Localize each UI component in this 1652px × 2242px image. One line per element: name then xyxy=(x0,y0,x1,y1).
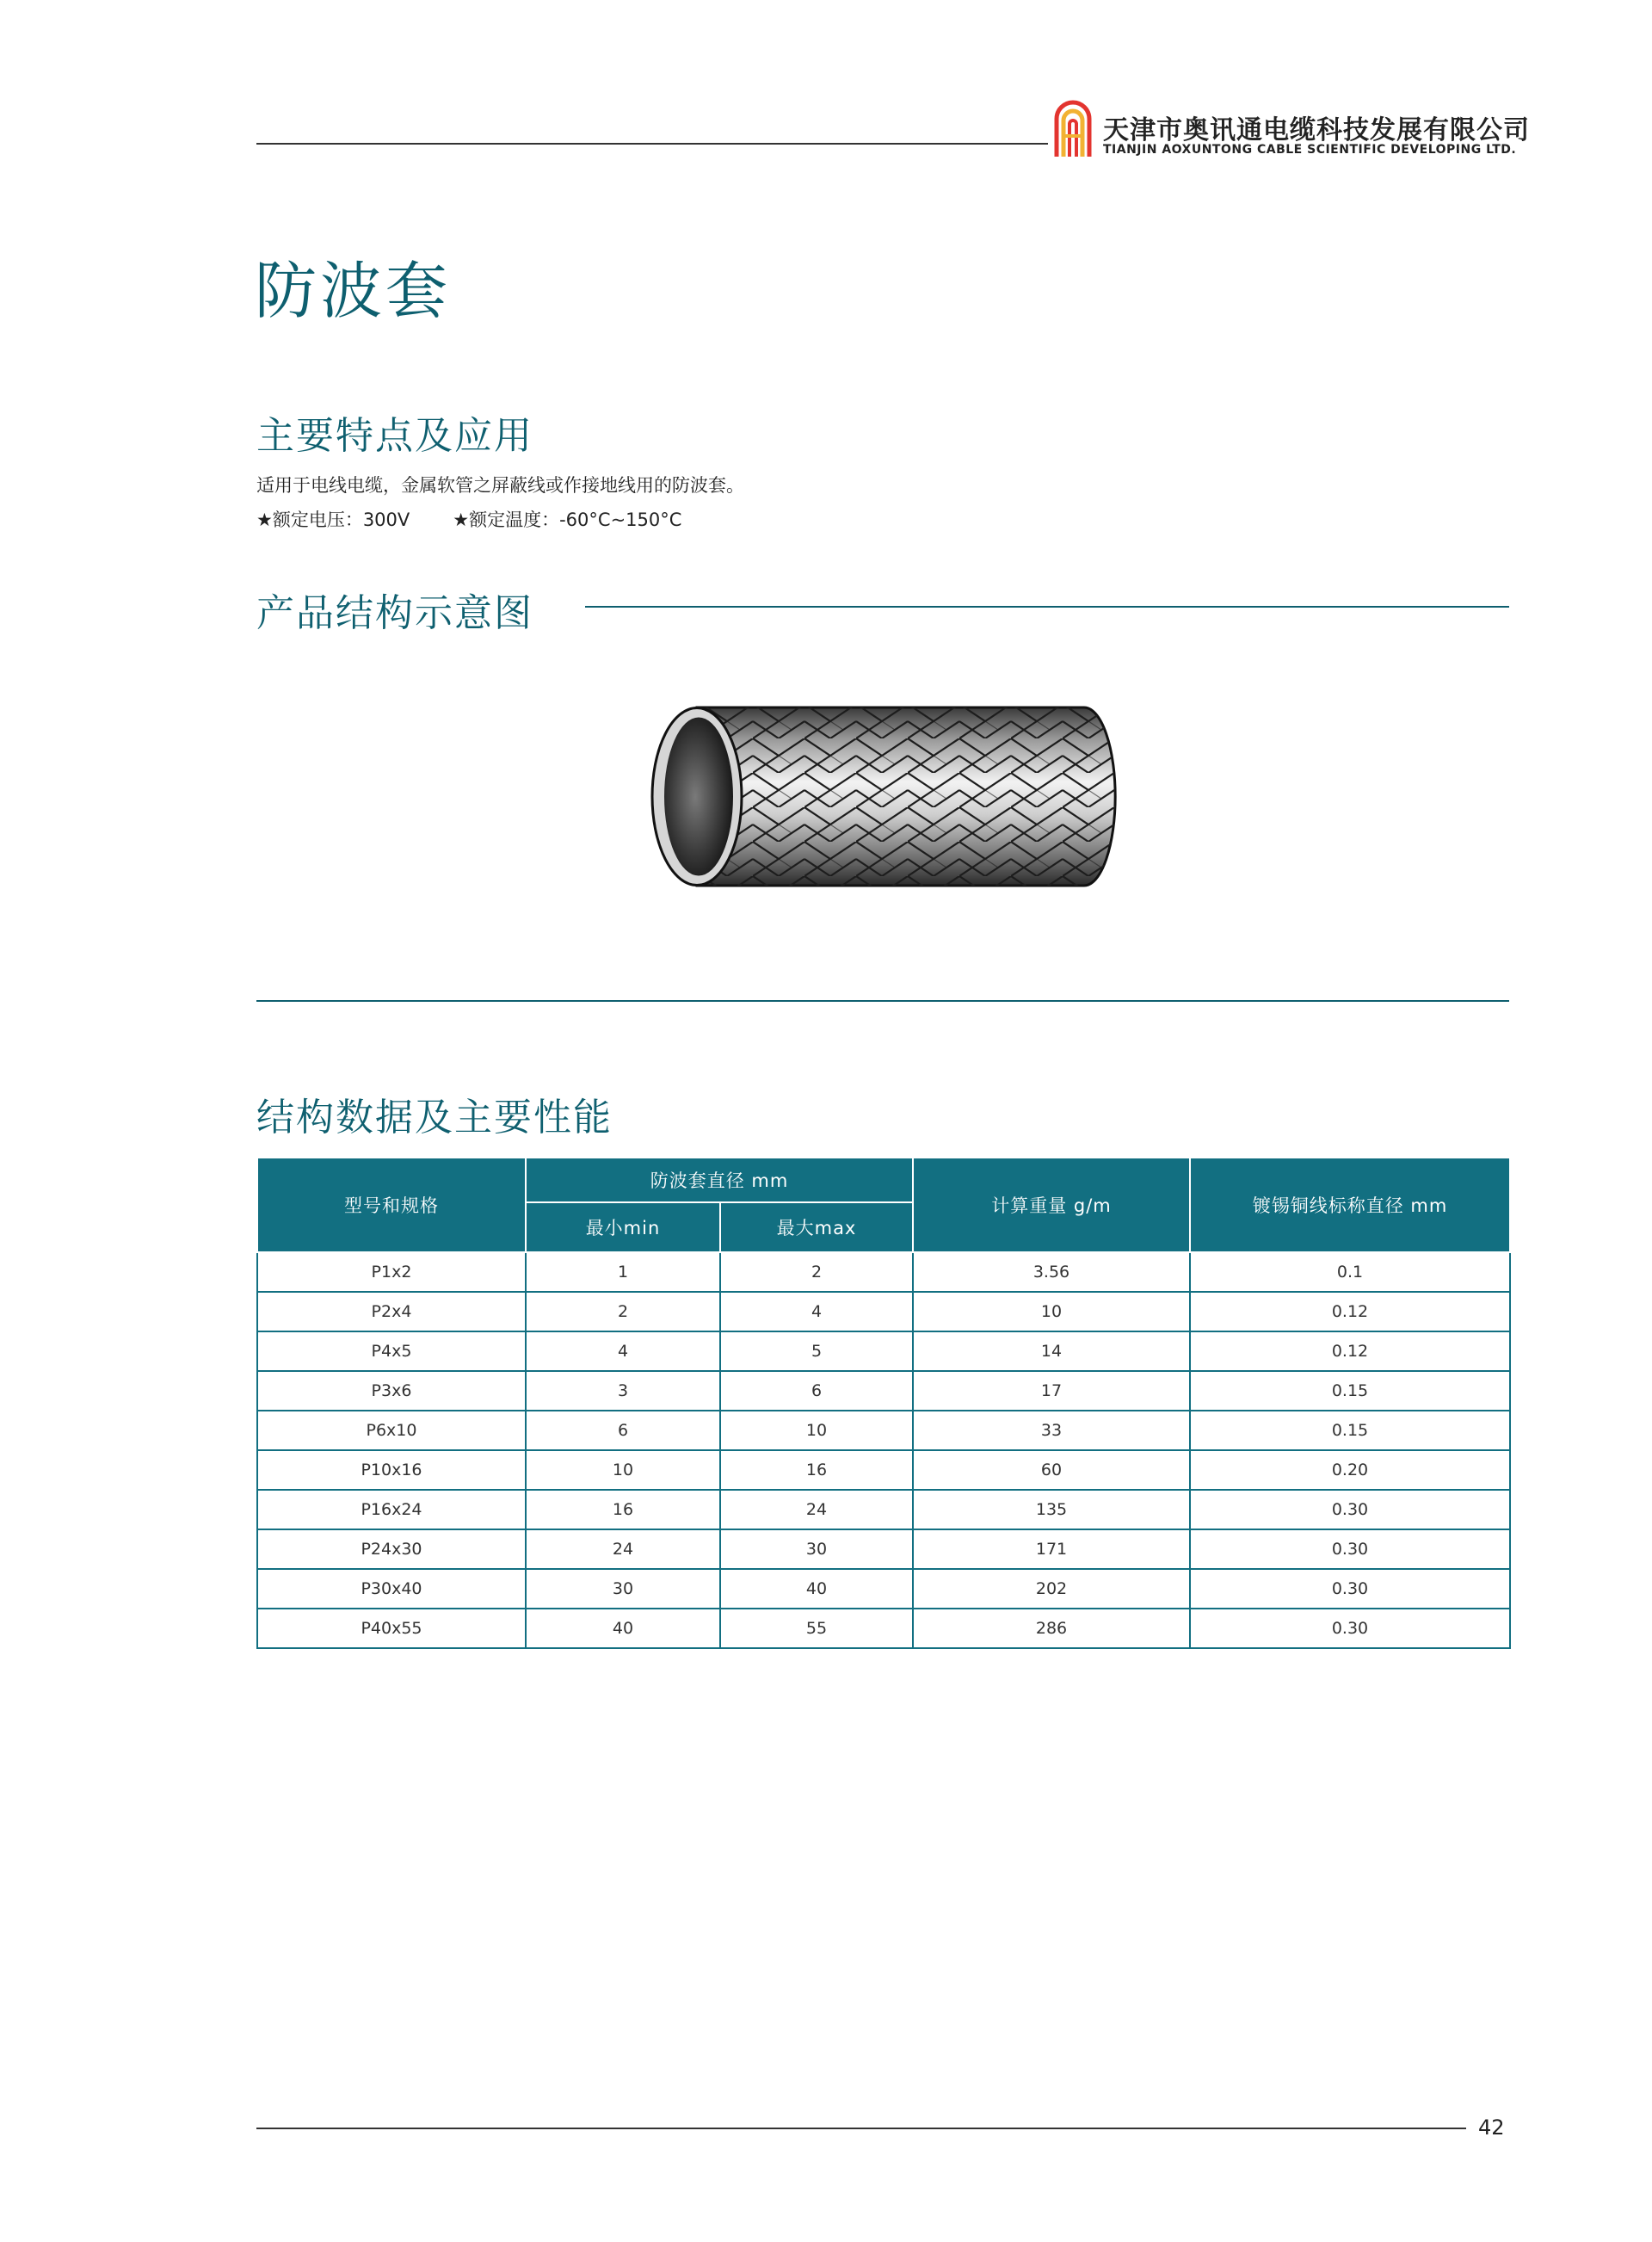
table-row xyxy=(257,1529,1510,1569)
table-cell: 33 xyxy=(913,1411,1190,1450)
company-name-cn: 天津市奥讯通电缆科技发展有限公司 xyxy=(1103,115,1530,145)
table-row xyxy=(257,1252,1510,1292)
table-row xyxy=(257,1450,1510,1490)
table-cell: 24 xyxy=(526,1529,720,1569)
table-row xyxy=(257,1569,1510,1609)
structure-heading-rule xyxy=(585,606,1509,608)
rated-temperature: ★额定温度：-60°C~150°C xyxy=(453,510,682,530)
table-cell: 6 xyxy=(720,1371,913,1411)
structure-heading: 产品结构示意图 xyxy=(256,591,533,635)
table-cell: 17 xyxy=(913,1371,1190,1411)
table-cell: P1x2 xyxy=(257,1252,526,1292)
table-cell: P2x4 xyxy=(257,1292,526,1331)
table-cell: 286 xyxy=(913,1609,1190,1648)
table-cell: 40 xyxy=(526,1609,720,1648)
table-cell: 0.12 xyxy=(1190,1292,1510,1331)
header-max: 最大max xyxy=(720,1202,913,1252)
table-cell: P3x6 xyxy=(257,1371,526,1411)
table-cell: 55 xyxy=(720,1609,913,1648)
table-cell: 16 xyxy=(526,1490,720,1529)
table-cell: 0.15 xyxy=(1190,1371,1510,1411)
table-cell: 16 xyxy=(720,1450,913,1490)
table-cell: 24 xyxy=(720,1490,913,1529)
table-cell: 10 xyxy=(720,1411,913,1450)
table-cell: 3 xyxy=(526,1371,720,1411)
table-cell: 0.12 xyxy=(1190,1331,1510,1371)
table-cell: 0.30 xyxy=(1190,1569,1510,1609)
table-row xyxy=(257,1292,1510,1331)
header-rule xyxy=(256,143,1048,145)
rated-voltage: ★额定电压：300V xyxy=(256,510,410,530)
features-description: 适用于电线电缆，金属软管之屏蔽线或作接地线用的防波套。 xyxy=(256,475,744,496)
table-cell: 1 xyxy=(526,1252,720,1292)
page-number: 42 xyxy=(1478,2115,1505,2140)
table-cell: P24x30 xyxy=(257,1529,526,1569)
table-cell: 0.30 xyxy=(1190,1529,1510,1569)
table-row xyxy=(257,1609,1510,1648)
table-cell: P6x10 xyxy=(257,1411,526,1450)
table-cell: 10 xyxy=(913,1292,1190,1331)
braided-sleeve-image xyxy=(650,704,1119,889)
table-cell: 3.56 xyxy=(913,1252,1190,1292)
table-cell: 6 xyxy=(526,1411,720,1450)
table-cell: P4x5 xyxy=(257,1331,526,1371)
table-cell: 30 xyxy=(526,1569,720,1609)
table-cell: 60 xyxy=(913,1450,1190,1490)
section-divider xyxy=(256,1000,1509,1002)
table-cell: 202 xyxy=(913,1569,1190,1609)
header-min: 最小min xyxy=(526,1202,720,1252)
table-row xyxy=(257,1411,1510,1450)
table-cell: 2 xyxy=(720,1252,913,1292)
header-diameter: 防波套直径 mm xyxy=(526,1158,913,1202)
table-cell: 5 xyxy=(720,1331,913,1371)
table-cell: 0.20 xyxy=(1190,1450,1510,1490)
page-title: 防波套 xyxy=(255,255,452,327)
table-cell: 4 xyxy=(526,1331,720,1371)
table-cell: 40 xyxy=(720,1569,913,1609)
table-cell: P10x16 xyxy=(257,1450,526,1490)
company-logo-icon xyxy=(1051,100,1094,158)
table-cell: 135 xyxy=(913,1490,1190,1529)
table-cell: 0.1 xyxy=(1190,1252,1510,1292)
table-row xyxy=(257,1490,1510,1529)
header-wire-diameter: 镀锡铜线标称直径 mm xyxy=(1190,1158,1510,1252)
footer-rule xyxy=(256,2128,1466,2129)
header-model: 型号和规格 xyxy=(257,1158,526,1252)
spec-table xyxy=(256,1157,1511,1649)
table-cell: 2 xyxy=(526,1292,720,1331)
table-cell: P16x24 xyxy=(257,1490,526,1529)
table-cell: 4 xyxy=(720,1292,913,1331)
header-weight: 计算重量 g/m xyxy=(913,1158,1190,1252)
table-cell: 171 xyxy=(913,1529,1190,1569)
table-cell: 0.15 xyxy=(1190,1411,1510,1450)
features-heading: 主要特点及应用 xyxy=(256,414,533,458)
performance-heading: 结构数据及主要性能 xyxy=(256,1096,613,1140)
table-cell: P40x55 xyxy=(257,1609,526,1648)
table-cell: 30 xyxy=(720,1529,913,1569)
rating-specs xyxy=(256,506,681,532)
table-cell: 0.30 xyxy=(1190,1490,1510,1529)
table-cell: P30x40 xyxy=(257,1569,526,1609)
table-row xyxy=(257,1331,1510,1371)
table-cell: 14 xyxy=(913,1331,1190,1371)
table-cell: 10 xyxy=(526,1450,720,1490)
table-cell: 0.30 xyxy=(1190,1609,1510,1648)
table-row xyxy=(257,1371,1510,1411)
company-name-en: TIANJIN AOXUNTONG CABLE SCIENTIFIC DEVELOPING LTD. xyxy=(1103,143,1517,157)
